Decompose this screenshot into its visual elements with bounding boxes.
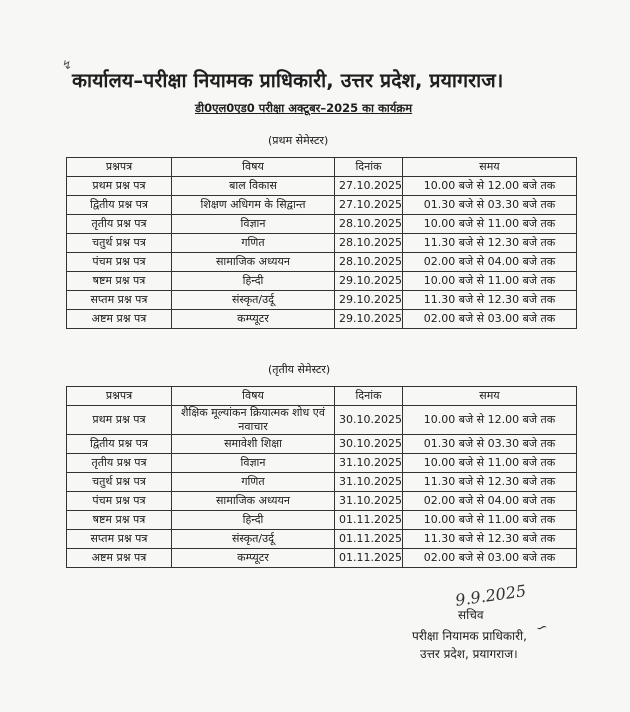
- date-cell: 29.10.2025: [335, 310, 403, 329]
- office-title: कार्यालय–परीक्षा नियामक प्राधिकारी, उत्तर प्रदेश, प्रयागराज।: [72, 69, 504, 92]
- signature-designation: सचिव: [458, 608, 484, 622]
- col-date-header: दिनांक: [335, 387, 403, 406]
- table-row: [67, 435, 577, 454]
- paper-cell: षष्टम प्रश्न पत्र: [67, 511, 172, 530]
- date-cell: 28.10.2025: [335, 234, 403, 253]
- date-cell: 27.10.2025: [335, 196, 403, 215]
- time-cell: 11.30 बजे से 12.30 बजे तक: [403, 291, 577, 310]
- date-cell: 31.10.2025: [335, 473, 403, 492]
- time-cell: 10.00 बजे से 12.00 बजे तक: [403, 177, 577, 196]
- subject-cell: बाल विकास: [172, 177, 335, 196]
- paper-cell: सप्तम प्रश्न पत्र: [67, 291, 172, 310]
- signature-date: 9.9.2025: [454, 581, 528, 610]
- paper-cell: तृतीय प्रश्न पत्र: [67, 215, 172, 234]
- subject-cell: संस्कृत/उर्दू: [172, 291, 335, 310]
- col-time-header: समय: [403, 158, 577, 177]
- subject-cell: संस्कृत/उर्दू: [172, 530, 335, 549]
- table-row: [67, 196, 577, 215]
- table-row: [67, 473, 577, 492]
- paper-cell: द्वितीय प्रश्न पत्र: [67, 196, 172, 215]
- time-cell: 02.00 बजे से 04.00 बजे तक: [403, 253, 577, 272]
- subject-cell: शैक्षिक मूल्यांकन क्रियात्मक शोध एवं नवाचार: [172, 406, 335, 435]
- table-header-row: [67, 158, 577, 177]
- table-row: [67, 530, 577, 549]
- table-row: [67, 511, 577, 530]
- table-row: [67, 454, 577, 473]
- time-cell: 01.30 बजे से 03.30 बजे तक: [403, 196, 577, 215]
- date-cell: 27.10.2025: [335, 177, 403, 196]
- time-cell: 10.00 बजे से 11.00 बजे तक: [403, 511, 577, 530]
- date-cell: 30.10.2025: [335, 435, 403, 454]
- paper-cell: चतुर्थ प्रश्न पत्र: [67, 473, 172, 492]
- paper-cell: षष्टम प्रश्न पत्र: [67, 272, 172, 291]
- table-row: [67, 549, 577, 568]
- paper-cell: प्रथम प्रश्न पत्र: [67, 177, 172, 196]
- date-cell: 01.11.2025: [335, 530, 403, 549]
- subject-cell: कम्प्यूटर: [172, 549, 335, 568]
- paper-cell: द्वितीय प्रश्न पत्र: [67, 435, 172, 454]
- subject-cell: समावेशी शिक्षा: [172, 435, 335, 454]
- col-subject-header: विषय: [172, 158, 335, 177]
- table-row: [67, 215, 577, 234]
- time-cell: 02.00 बजे से 03.00 बजे तक: [403, 549, 577, 568]
- date-cell: 01.11.2025: [335, 549, 403, 568]
- paper-cell: तृतीय प्रश्न पत्र: [67, 454, 172, 473]
- time-cell: 10.00 बजे से 11.00 बजे तक: [403, 215, 577, 234]
- col-time-header: समय: [403, 387, 577, 406]
- subject-cell: कम्प्यूटर: [172, 310, 335, 329]
- table-row: [67, 291, 577, 310]
- signature-scribble: ∽: [534, 618, 550, 638]
- date-cell: 28.10.2025: [335, 253, 403, 272]
- col-date-header: दिनांक: [335, 158, 403, 177]
- corner-mark: ↯: [62, 58, 73, 72]
- time-cell: 10.00 बजे से 12.00 बजे तक: [403, 406, 577, 435]
- table-row: [67, 406, 577, 435]
- semester1-table: [66, 157, 577, 329]
- table-header-row: [67, 387, 577, 406]
- semester3-table: [66, 386, 577, 568]
- date-cell: 30.10.2025: [335, 406, 403, 435]
- date-cell: 01.11.2025: [335, 511, 403, 530]
- subject-cell: शिक्षण अधिगम के सिद्वान्त: [172, 196, 335, 215]
- subject-cell: हिन्दी: [172, 511, 335, 530]
- paper-cell: प्रथम प्रश्न पत्र: [67, 406, 172, 435]
- date-cell: 31.10.2025: [335, 454, 403, 473]
- paper-cell: चतुर्थ प्रश्न पत्र: [67, 234, 172, 253]
- table-row: [67, 253, 577, 272]
- table-row: [67, 310, 577, 329]
- time-cell: 11.30 बजे से 12.30 बजे तक: [403, 530, 577, 549]
- paper-cell: अष्टम प्रश्न पत्र: [67, 549, 172, 568]
- exam-schedule-subtitle: डी0एल0एड0 परीक्षा अक्टूबर–2025 का कार्यक्रम: [195, 101, 413, 115]
- paper-cell: सप्तम प्रश्न पत्र: [67, 530, 172, 549]
- paper-cell: पंचम प्रश्न पत्र: [67, 253, 172, 272]
- table-row: [67, 177, 577, 196]
- subject-cell: गणित: [172, 473, 335, 492]
- table-row: [67, 492, 577, 511]
- subject-cell: हिन्दी: [172, 272, 335, 291]
- time-cell: 11.30 बजे से 12.30 बजे तक: [403, 234, 577, 253]
- semester1-label: (प्रथम सेमेस्टर): [268, 134, 329, 147]
- date-cell: 31.10.2025: [335, 492, 403, 511]
- semester3-label: (तृतीय सेमेस्टर): [268, 363, 331, 376]
- time-cell: 11.30 बजे से 12.30 बजे तक: [403, 473, 577, 492]
- paper-cell: अष्टम प्रश्न पत्र: [67, 310, 172, 329]
- table-row: [67, 272, 577, 291]
- subject-cell: सामाजिक अध्ययन: [172, 253, 335, 272]
- table-row: [67, 234, 577, 253]
- time-cell: 10.00 बजे से 11.00 बजे तक: [403, 454, 577, 473]
- date-cell: 29.10.2025: [335, 291, 403, 310]
- date-cell: 29.10.2025: [335, 272, 403, 291]
- signatory-line2: उत्तर प्रदेश, प्रयागराज।: [420, 647, 518, 661]
- subject-cell: विज्ञान: [172, 454, 335, 473]
- col-paper-header: प्रश्नपत्र: [67, 158, 172, 177]
- subject-cell: सामाजिक अध्ययन: [172, 492, 335, 511]
- time-cell: 01.30 बजे से 03.30 बजे तक: [403, 435, 577, 454]
- subject-cell: विज्ञान: [172, 215, 335, 234]
- date-cell: 28.10.2025: [335, 215, 403, 234]
- col-paper-header: प्रश्नपत्र: [67, 387, 172, 406]
- time-cell: 02.00 बजे से 04.00 बजे तक: [403, 492, 577, 511]
- signatory-line1: परीक्षा नियामक प्राधिकारी,: [412, 629, 527, 643]
- col-subject-header: विषय: [172, 387, 335, 406]
- paper-cell: पंचम प्रश्न पत्र: [67, 492, 172, 511]
- time-cell: 02.00 बजे से 03.00 बजे तक: [403, 310, 577, 329]
- subject-cell: गणित: [172, 234, 335, 253]
- time-cell: 10.00 बजे से 11.00 बजे तक: [403, 272, 577, 291]
